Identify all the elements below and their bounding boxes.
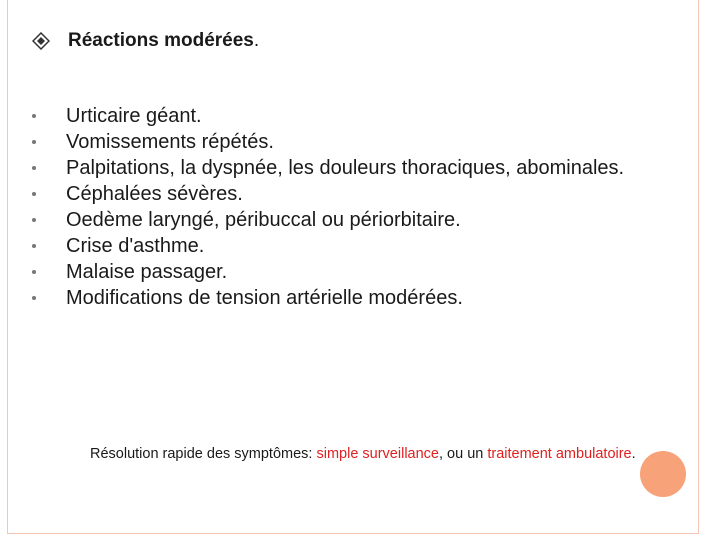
list-item [32,156,672,181]
list-item [32,208,672,233]
note-highlight-surveillance: simple surveillance [316,446,439,462]
bullet-dot-icon [32,166,36,170]
note-prefix: Résolution rapide des symptômes: [90,446,317,462]
heading-title: Réactions modérées [68,30,254,51]
list-item-text: Vomissements répétés. [66,131,274,153]
list-item [32,234,672,259]
list-item-text: Oedème laryngé, péribuccal ou périorbitaire. [66,209,461,231]
list-item-text: Modifications de tension artérielle modérées. [66,287,463,309]
note-suffix: . [631,446,636,462]
list-item-text: Céphalées sévères. [66,183,243,205]
list-item-text: Urticaire géant. [66,105,202,127]
list-item [32,260,672,285]
bullet-dot-icon [32,192,36,196]
bullet-dot-icon [32,296,36,300]
heading-suffix: . [253,30,260,51]
slide-heading [32,30,259,52]
list-item-text: Palpitations, la dyspnée, les douleurs thoraciques, abominales. [66,157,625,179]
note-highlight-ambulatoire: traitement ambulatoire [487,446,632,462]
bullet-dot-icon [32,270,36,274]
note-separator: , ou un [438,446,488,462]
resolution-note [90,443,642,465]
list-item [32,104,672,129]
decorative-circle [640,451,686,497]
bullet-list [32,104,672,312]
list-item [32,130,672,155]
list-item [32,286,672,311]
bullet-dot-icon [32,114,36,118]
list-item [32,182,672,207]
bullet-dot-icon [32,244,36,248]
list-item-text: Malaise passager. [66,261,228,283]
diamond-bullet-icon [32,32,50,50]
list-item-text: Crise d'asthme. [66,235,205,257]
bullet-dot-icon [32,218,36,222]
bullet-dot-icon [32,140,36,144]
